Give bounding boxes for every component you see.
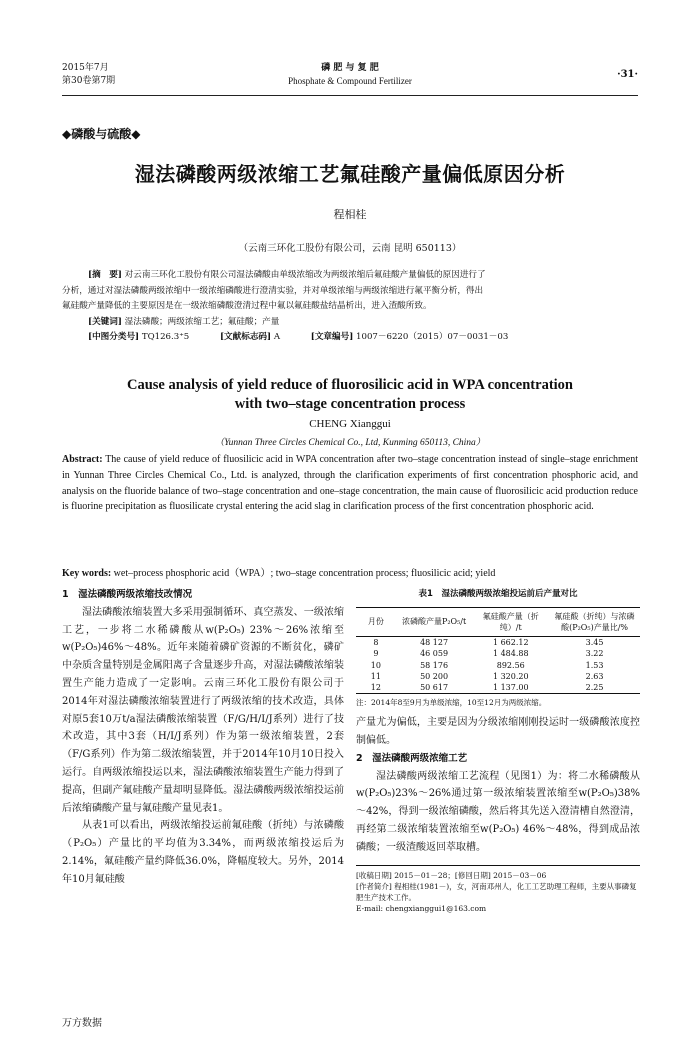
article-no-value: 1007－6220（2015）07－0031－03 (356, 332, 509, 342)
data-table (356, 607, 640, 695)
title-en (0, 376, 700, 414)
abstract-cn (62, 268, 638, 346)
title-en-line: Cause analysis of yield reduce of fluorosilicic acid in WPA concentration (126, 377, 573, 393)
table-cell: 48 127 (420, 637, 449, 647)
table-row (356, 659, 640, 671)
running-header (62, 62, 638, 96)
table-row (356, 682, 640, 694)
keywords-en-text: wet–process phosphoric acid（WPA）; two–stage concentration process; fluosilicic acid; yield (113, 568, 496, 579)
table-cell: 1 662.12 (492, 637, 529, 647)
column-tag: ◆磷酸与硫酸◆ (62, 127, 141, 141)
body-paragraph: 湿法磷酸浓缩装置大多采用强制循环、真空蒸发、一级浓缩工艺，一步将二水稀磷酸从w(P₂O₅) 23%～26%浓缩至w(P₂O₅)46%～48%。近年来随着磷矿资源的不断贫化，磷矿中杂质含量特别是金属阳离子含量逐步升高，对湿法磷酸浓缩装置生产能力造成了一定影响。云南三环化工股份有限公司于2014年对湿法磷酸浓缩装置进行了两级浓缩的技术改造，具体对原5套10万t/a湿法磷酸浓缩装置（F/G/H/I/J系列）进行了技术改造，其中3套（H/I/J系列）作为第一级浓缩装置，2套（F/G系列）作为第二级浓缩装置，并于2014年10月10日投入运行。自两级浓缩投运以来，湿法磷酸浓缩装置生产能力得到了提高，但副产氟硅酸产量却明显降低。湿法磷酸两级浓缩投运前后浓缩磷酸产量与氟硅酸产量见表1。 (62, 606, 344, 814)
table-cell: 10 (370, 660, 381, 670)
received-dates: [收稿日期] 2015－01－28；[修回日期] 2015－03－06 (356, 870, 547, 880)
table-cell: 46 059 (420, 649, 449, 659)
issue-volume: 第30卷第7期 (62, 76, 116, 86)
abstract-cn-line: 分析，通过对湿法磷酸两级浓缩中一级浓缩磷酸进行澄清实验，并对单级浓缩与两级浓缩进行氟平衡分析，得出 (62, 285, 484, 296)
table-cell: 1 137.00 (472, 682, 549, 694)
page-number: ·31· (617, 69, 638, 80)
journal-name-cn: 磷 肥 与 复 肥 (321, 63, 379, 73)
doc-code-label: [文献标志码] (219, 332, 272, 342)
left-column (62, 586, 344, 889)
abstract-cn-line: 对云南三环化工股份有限公司湿法磷酸由单级浓缩改为两级浓缩后氟硅酸产量偏低的原因进行了 (124, 270, 486, 280)
table-cell: 50 617 (396, 682, 473, 694)
table-header: 氟硅酸产量（折纯）/t (472, 607, 549, 636)
watermark-text: 万方数据 (62, 1018, 102, 1029)
author-en: CHENG Xianggui (309, 418, 391, 430)
clc-value: TQ126.3⁺5 (141, 332, 190, 342)
section-heading: 1 湿法磷酸两级浓缩技改情况 (62, 589, 193, 600)
table-cell: 2.25 (549, 682, 640, 694)
article-no-label: [文章编号] (310, 332, 354, 342)
table-header: 月份 (356, 607, 396, 636)
abstract-en-text: The cause of yield reduce of fluosilicic acid in WPA concentration after two–stage concentration instead of single–stage enrichment in Yunnan Three Circles Chemical Co., Ltd. is analyzed, through the clarification experiments of first concentration phosphoric acid, and analysis on the fluoride balance of two–stage concentration and one–stage concentration, the main cause of fluorosilicic acid production reduce is fluorine precipitation as fluosilicate crystal entering the acid slag in clarification process of the first concentration phosphoric acid. (62, 454, 638, 513)
table-cell: 58 176 (420, 660, 449, 670)
classification-row (62, 330, 638, 346)
journal-name (62, 62, 638, 88)
issue-date: 2015年7月 (62, 63, 109, 73)
section-heading: 2 湿法磷酸两级浓缩工艺 (356, 752, 468, 764)
table-row (356, 671, 640, 683)
keywords-cn-value: 湿法磷酸；两级浓缩工艺；氟硅酸；产量 (124, 316, 280, 327)
author-email: E-mail: chengxianggui1@163.com (356, 903, 487, 913)
table-cell: 8 (373, 637, 379, 647)
journal-name-en: Phosphate & Compound Fertilizer (288, 76, 412, 86)
body-paragraph: 从表1可以看出，两级浓缩投运前氟硅酸（折纯）与浓磷酸（P₂O₅）产量比的平均值为3.34%，而两级浓缩投运后为2.14%，氟硅酸产量约降低36.0%，降幅度较大。另外，2014年10月氟硅酸 (62, 820, 344, 885)
table-header: 氟硅酸（折纯）与浓磷酸(P₂O₅)产量比/% (549, 607, 640, 636)
affiliation-en: （Yunnan Three Circles Chemical Co., Ltd, Kunming 650113, China） (214, 438, 486, 448)
abstract-cn-label: [摘 要] (88, 270, 122, 280)
affiliation-cn: （云南三环化工股份有限公司，云南 昆明 650113） (238, 243, 462, 254)
keywords-cn (62, 315, 638, 331)
keywords-en-label: Key words: (62, 568, 112, 579)
keywords-cn-label: [关键词] (88, 316, 122, 327)
author-cn: 程相桂 (333, 208, 367, 221)
table-caption: 表1 湿法磷酸两级浓缩投运前后产量对比 (418, 589, 578, 599)
abstract-en-label: Abstract: (62, 454, 103, 465)
doc-code-value: A (273, 332, 281, 342)
abstract-cn-line: 氟硅酸产量降低的主要原因是在一级浓缩磷酸澄清过程中氟以氟硅酸盐结晶析出，进入渣酸所致。 (62, 301, 432, 311)
table-header: 浓磷酸产量P₂O₅/t (396, 607, 473, 636)
table-cell: 1.53 (585, 660, 604, 670)
body-paragraph: 湿法磷酸两级浓缩工艺流程（见图1）为：将二水稀磷酸从w(P₂O₅)23%～26%通过第一级浓缩装置浓缩至w(P₂O₅)38%～42%，得到一级浓缩磷酸，然后将其先送入澄清槽自然澄清，再经第二级浓缩装置浓缩至w(P₂O₅) 46%～48%，得到成品浓磷酸；一级渣酸返回萃取槽。 (356, 770, 640, 853)
title-en-line: with two–stage concentration process (234, 396, 466, 412)
abstract-en (62, 452, 638, 515)
keywords-en (62, 564, 638, 579)
table-cell: 1 484.88 (492, 649, 529, 659)
table-cell: 12 (356, 682, 396, 694)
table-cell: 9 (373, 649, 379, 659)
clc-label: [中图分类号] (88, 332, 140, 342)
table-row (356, 648, 640, 660)
table-note: 注：2014年8至9月为单级浓缩，10至12月为两级浓缩。 (356, 698, 547, 708)
table-cell: 50 200 (420, 672, 449, 682)
table-cell: 892.56 (496, 660, 525, 670)
body-paragraph: 产量尤为偏低，主要是因为分级浓缩刚刚投运时一级磷酸浓度控制偏低。 (356, 717, 640, 747)
author-bio: [作者简介] 程相桂(1981－)，女，河南邓州人，化工工艺助理工程师，主要从事磷复肥生产技术工作。 (356, 881, 637, 902)
article-footnote (356, 865, 640, 914)
table-cell: 11 (370, 672, 381, 682)
table-cell: 2.63 (585, 672, 604, 682)
table-cell: 3.22 (585, 649, 604, 659)
page-title: 湿法磷酸两级浓缩工艺氟硅酸产量偏低原因分析 (134, 162, 566, 186)
table-cell: 1 320.20 (492, 672, 529, 682)
right-column (356, 586, 640, 914)
table-row (356, 636, 640, 648)
table-cell: 3.45 (585, 637, 604, 647)
